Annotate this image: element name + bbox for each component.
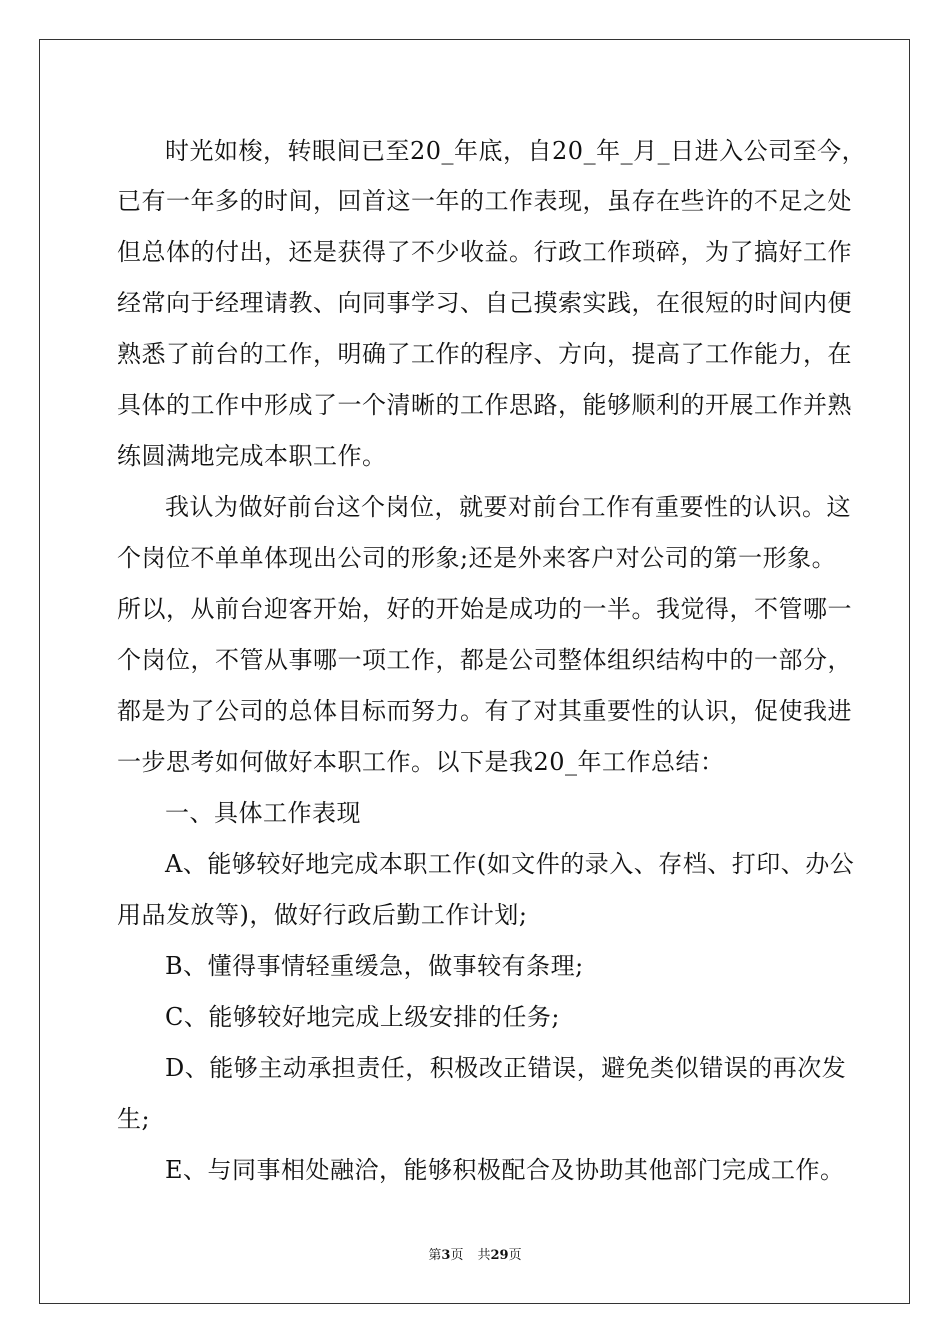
paragraph-line: 都是为了公司的总体目标而努力。有了对其重要性的认识，促使我进 — [117, 697, 852, 725]
page-footer — [0, 1247, 950, 1265]
list-item-line: D、能够主动承担责任，积极改正错误，避免类似错误的再次发 — [165, 1054, 847, 1082]
paragraph-line: 经常向于经理请教、向同事学习、自己摸索实践，在很短的时间内便 — [117, 289, 852, 317]
list-item-line: A、能够较好地完成本职工作(如文件的录入、存档、打印、办公 — [165, 850, 855, 878]
list-item-line: B、懂得事情轻重缓急，做事较有条理; — [165, 952, 584, 980]
page-number: 3 — [441, 1248, 451, 1263]
paragraph-line: 已有一年多的时间，回首这一年的工作表现，虽存在些许的不足之处 — [117, 187, 852, 215]
paragraph-line: 一步思考如何做好本职工作。以下是我20_年工作总结： — [117, 748, 725, 776]
total-prefix: 共 — [477, 1248, 491, 1263]
paragraph-line: 所以，从前台迎客开始，好的开始是成功的一半。我觉得，不管哪一 — [117, 595, 852, 623]
paragraph-line: 时光如梭，转眼间已至20_年底，自20_年_月_日进入公司至今， — [165, 137, 867, 165]
total-suffix: 页 — [508, 1248, 522, 1263]
page-suffix: 页 — [450, 1248, 464, 1263]
paragraph-line: 我认为做好前台这个岗位，就要对前台工作有重要性的认识。这 — [165, 493, 851, 521]
list-item-line: E、与同事相处融洽，能够积极配合及协助其他部门完成工作。 — [165, 1156, 845, 1184]
list-item-line: 生; — [117, 1105, 151, 1133]
list-item-line: 用品发放等)，做好行政后勤工作计划; — [117, 901, 528, 929]
list-item-line: C、能够较好地完成上级安排的任务; — [165, 1003, 560, 1031]
paragraph-line: 熟悉了前台的工作，明确了工作的程序、方向，提高了工作能力，在 — [117, 340, 852, 368]
paragraph-line: 个岗位，不管从事哪一项工作，都是公司整体组织结构中的一部分， — [117, 646, 852, 674]
page-prefix: 第 — [428, 1248, 442, 1263]
section-heading: 一、具体工作表现 — [165, 799, 361, 827]
total-pages: 29 — [490, 1248, 509, 1263]
paragraph-line: 个岗位不单单体现出公司的形象;还是外来客户对公司的第一形象。 — [117, 544, 837, 572]
paragraph-line: 具体的工作中形成了一个清晰的工作思路，能够顺利的开展工作并熟 — [117, 391, 852, 419]
paragraph-line: 但总体的付出，还是获得了不少收益。行政工作琐碎，为了搞好工作 — [117, 238, 852, 266]
paragraph-line: 练圆满地完成本职工作。 — [117, 442, 387, 470]
